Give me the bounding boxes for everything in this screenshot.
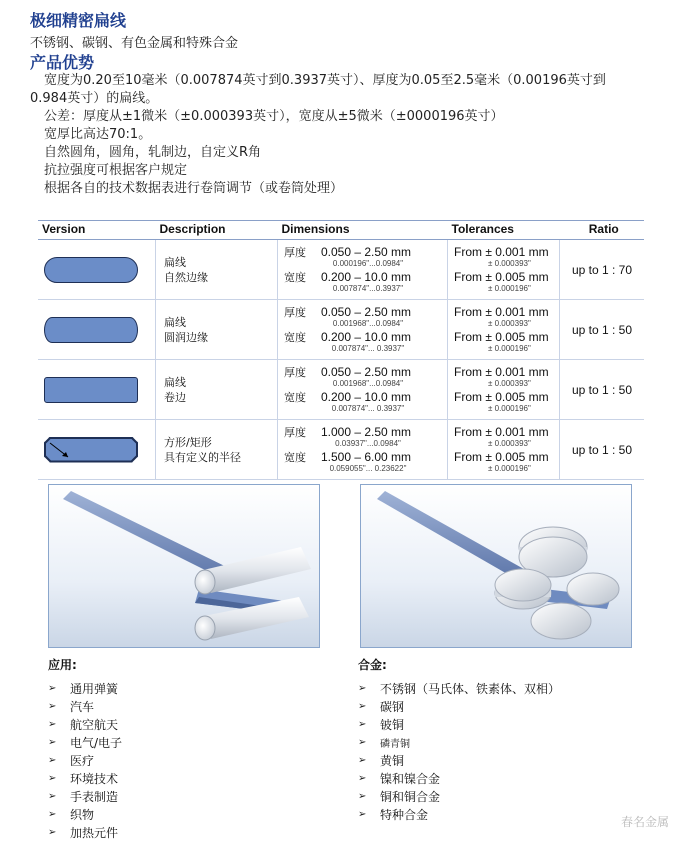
table-row <box>38 420 644 480</box>
bullet-arrow-icon: ➢ <box>48 682 57 694</box>
width-range: 0.200 – 10.0 mm <box>320 389 412 404</box>
list-item-label: 磷青铜 <box>380 738 410 750</box>
width-range: 1.500 – 6.00 mm <box>320 449 412 464</box>
version-cell <box>38 360 156 420</box>
description-line-2: 具有定义的半径 <box>164 450 241 464</box>
radius-arrow-icon <box>48 441 74 461</box>
spec-table-header <box>38 221 644 240</box>
tolerances-cell <box>448 240 560 300</box>
thickness-label: 厚度 <box>284 365 306 379</box>
description-cell <box>156 300 278 360</box>
bullet-arrow-icon: ➢ <box>48 754 57 766</box>
tolerances-cell <box>448 420 560 480</box>
watermark: 春名金属 <box>620 815 669 829</box>
thickness-tolerance: From ± 0.001 mm <box>454 304 549 319</box>
advantage-line-4: 自然圆角，圆角，轧制边，自定义R角 <box>44 145 262 160</box>
two-roller-rolling-icon <box>49 485 319 647</box>
list-item <box>48 805 122 823</box>
thickness-range-inch: 0.001968"...0.0984" <box>332 318 404 328</box>
list-item <box>358 697 560 715</box>
rounded-edge-shape-icon <box>44 317 138 343</box>
thickness-tolerance-inch: ± 0.000393" <box>488 438 531 448</box>
table-row <box>38 360 644 420</box>
bullet-arrow-icon: ➢ <box>358 718 367 730</box>
bullet-arrow-icon: ➢ <box>48 826 57 838</box>
list-item <box>48 715 122 733</box>
bullet-arrow-icon: ➢ <box>48 790 57 802</box>
bullet-arrow-icon: ➢ <box>358 736 367 748</box>
header-tolerances: Tolerances <box>448 221 560 240</box>
alloys-title: 合金: <box>358 658 387 672</box>
applications-list <box>48 656 122 841</box>
bullet-arrow-icon: ➢ <box>48 808 57 820</box>
list-item <box>48 679 122 697</box>
bullet-arrow-icon: ➢ <box>358 700 367 712</box>
header-dimensions: Dimensions <box>278 221 448 240</box>
bullet-arrow-icon: ➢ <box>358 808 367 820</box>
thickness-label: 厚度 <box>284 305 306 319</box>
width-tolerance-inch: ± 0.000196" <box>488 403 531 413</box>
bullet-arrow-icon: ➢ <box>48 736 57 748</box>
list-item <box>48 823 122 841</box>
width-tolerance-inch: ± 0.000196" <box>488 283 531 293</box>
dimensions-cell <box>278 300 448 360</box>
header-version: Version <box>38 221 156 240</box>
width-range: 0.200 – 10.0 mm <box>320 329 412 344</box>
thickness-range-inch: 0.03937"...0.0984" <box>335 438 401 448</box>
width-label: 宽度 <box>284 450 306 464</box>
list-item-label: 加热元件 <box>70 825 119 840</box>
thickness-tolerance-inch: ± 0.000393" <box>488 258 531 268</box>
list-item <box>48 787 122 805</box>
list-item <box>358 751 560 769</box>
description-line-1: 扁线 <box>164 375 186 389</box>
four-roller-illustration <box>360 484 632 648</box>
thickness-range: 0.050 – 2.50 mm <box>320 244 412 259</box>
thickness-range-inch: 0.001968"...0.0984" <box>332 378 404 388</box>
thickness-tolerance: From ± 0.001 mm <box>454 364 549 379</box>
alloys-list <box>358 656 560 823</box>
list-item-label: 铜和铜合金 <box>380 789 441 804</box>
width-range: 0.200 – 10.0 mm <box>320 269 412 284</box>
advantage-line-6: 根据各自的技术数据表进行卷筒调节（或卷筒处理） <box>44 181 344 196</box>
table-row <box>38 240 644 300</box>
width-label: 宽度 <box>284 330 306 344</box>
list-item-label: 医疗 <box>70 753 95 768</box>
width-range-inch: 0.007874"... 0.3937" <box>331 343 405 353</box>
list-item-label: 手表制造 <box>70 789 119 804</box>
description-line-2: 圆润边缘 <box>164 330 208 344</box>
description-line-2: 卷边 <box>164 390 186 404</box>
ratio-cell: up to 1 : 50 <box>560 420 645 480</box>
ratio-cell: up to 1 : 50 <box>560 360 645 420</box>
width-range-inch: 0.007874"... 0.3937" <box>331 403 405 413</box>
advantage-line-3: 宽厚比高达70:1。 <box>44 127 152 142</box>
advantage-line-1: 宽度为0.20至10毫米（0.007874英寸到0.3937英寸）、厚度为0.05至2.5毫米（0.00196英寸到 <box>44 73 606 88</box>
thickness-range: 1.000 – 2.50 mm <box>320 424 412 439</box>
ratio-cell: up to 1 : 50 <box>560 300 645 360</box>
thickness-range-inch: 0.000196"...0.0984" <box>332 258 404 268</box>
dimensions-cell <box>278 240 448 300</box>
bullet-arrow-icon: ➢ <box>48 718 57 730</box>
advantage-line-5: 抗拉强度可根据客户规定 <box>44 163 188 178</box>
advantages-block <box>30 72 660 198</box>
version-cell <box>38 240 156 300</box>
tolerances-cell <box>448 300 560 360</box>
list-item-label: 织物 <box>70 807 95 822</box>
width-range-inch: 0.007874"...0.3937" <box>332 283 404 293</box>
list-item <box>358 733 560 751</box>
thickness-label: 厚度 <box>284 425 306 439</box>
description-cell <box>156 240 278 300</box>
description-line-1: 扁线 <box>164 255 186 269</box>
thickness-tolerance-inch: ± 0.000393" <box>488 378 531 388</box>
list-item-label: 环境技术 <box>70 771 119 786</box>
version-cell <box>38 420 156 480</box>
rolled-edge-shape-icon <box>44 377 138 403</box>
ratio-cell: up to 1 : 70 <box>560 240 645 300</box>
bullet-arrow-icon: ➢ <box>48 772 57 784</box>
thickness-range: 0.050 – 2.50 mm <box>320 304 412 319</box>
thickness-tolerance: From ± 0.001 mm <box>454 244 549 259</box>
thickness-tolerance: From ± 0.001 mm <box>454 424 549 439</box>
list-item <box>48 733 122 751</box>
dimensions-cell <box>278 420 448 480</box>
bullet-arrow-icon: ➢ <box>358 682 367 694</box>
list-item-label: 碳钢 <box>380 699 405 714</box>
spec-table <box>38 220 644 480</box>
list-item <box>358 805 560 823</box>
list-item <box>358 787 560 805</box>
tolerances-cell <box>448 360 560 420</box>
description-cell <box>156 420 278 480</box>
description-cell <box>156 360 278 420</box>
thickness-label: 厚度 <box>284 245 306 259</box>
width-tolerance-inch: ± 0.000196" <box>488 343 531 353</box>
four-roller-rolling-icon <box>361 485 631 647</box>
list-item <box>358 679 560 697</box>
list-item-label: 铍铜 <box>380 717 405 732</box>
bullet-arrow-icon: ➢ <box>358 772 367 784</box>
bullet-arrow-icon: ➢ <box>358 754 367 766</box>
description-line-2: 自然边缘 <box>164 270 208 284</box>
list-item-label: 汽车 <box>70 699 95 714</box>
table-row <box>38 300 644 360</box>
width-tolerance-inch: ± 0.000196" <box>488 463 531 473</box>
width-label: 宽度 <box>284 270 306 284</box>
defined-radius-shape-icon <box>44 437 138 463</box>
version-cell <box>38 300 156 360</box>
advantage-line-1-cont: 0.984英寸）的扁线。 <box>30 91 159 106</box>
width-tolerance: From ± 0.005 mm <box>454 269 549 284</box>
list-item <box>48 769 122 787</box>
list-item-label: 黄铜 <box>380 753 405 768</box>
header-ratio: Ratio <box>560 221 645 240</box>
bullet-arrow-icon: ➢ <box>358 790 367 802</box>
advantage-line-2: 公差：厚度从±1微米（±0.000393英寸），宽度从±5微米（±0000196英寸） <box>44 109 504 124</box>
width-tolerance: From ± 0.005 mm <box>454 389 549 404</box>
width-range-inch: 0.059055"... 0.23622" <box>329 463 407 473</box>
section-title-advantages: 产品优势 <box>30 53 95 72</box>
page-subtitle: 不锈钢、碳钢、有色金属和特殊合金 <box>30 36 239 51</box>
list-item <box>48 697 122 715</box>
description-line-1: 方形/矩形 <box>164 435 212 449</box>
bullet-arrow-icon: ➢ <box>48 700 57 712</box>
two-roller-illustration <box>48 484 320 648</box>
thickness-range: 0.050 – 2.50 mm <box>320 364 412 379</box>
description-line-1: 扁线 <box>164 315 186 329</box>
list-item <box>358 769 560 787</box>
list-item-label: 通用弹簧 <box>70 681 119 696</box>
dimensions-cell <box>278 360 448 420</box>
page-title: 极细精密扁线 <box>30 11 127 30</box>
list-item-label: 电气/电子 <box>70 735 123 750</box>
width-tolerance: From ± 0.005 mm <box>454 329 549 344</box>
list-item-label: 特种合金 <box>380 807 429 822</box>
list-item <box>358 715 560 733</box>
list-item-label: 镍和镍合金 <box>380 771 441 786</box>
applications-title: 应用: <box>48 658 77 672</box>
list-item-label: 航空航天 <box>70 717 119 732</box>
list-item <box>48 751 122 769</box>
list-item-label: 不锈钢（马氏体、铁素体、双相） <box>380 681 561 696</box>
natural-edge-shape-icon <box>44 257 138 283</box>
width-label: 宽度 <box>284 390 306 404</box>
width-tolerance: From ± 0.005 mm <box>454 449 549 464</box>
thickness-tolerance-inch: ± 0.000393" <box>488 318 531 328</box>
header-description: Description <box>156 221 278 240</box>
